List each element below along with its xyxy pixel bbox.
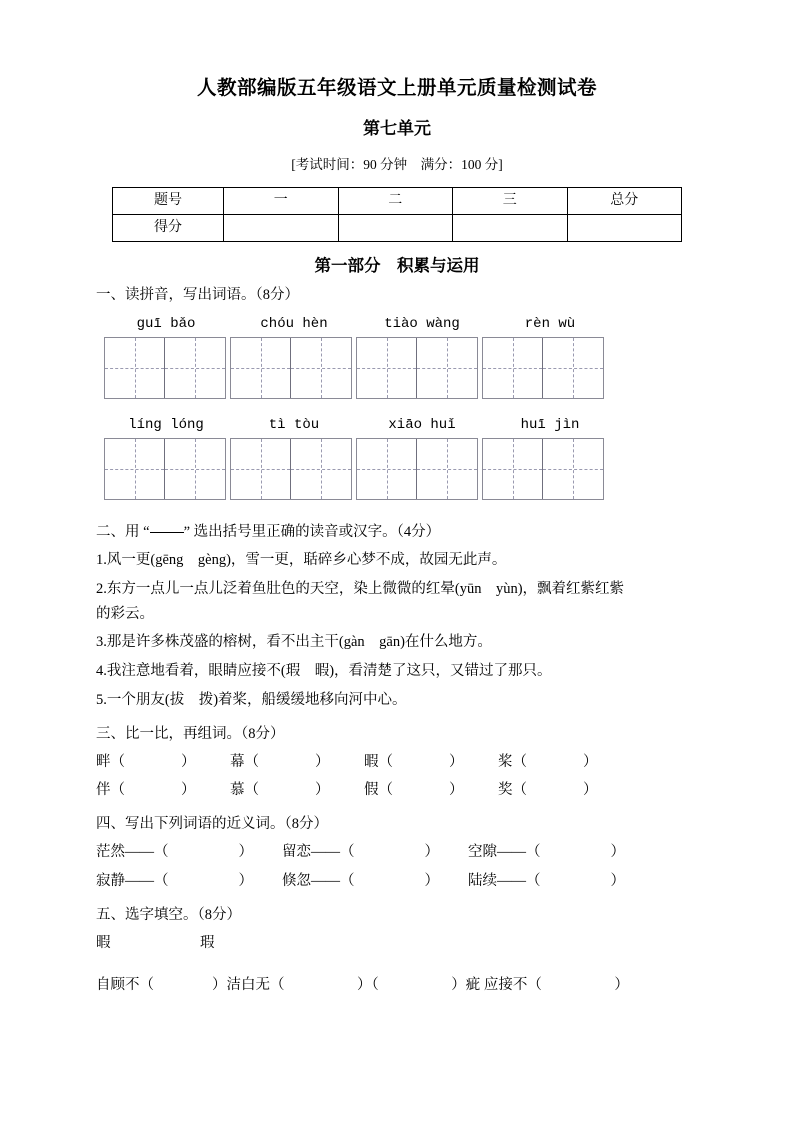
answer-box[interactable] (105, 439, 165, 499)
answer-box[interactable] (417, 439, 477, 499)
answer-box-group[interactable] (104, 337, 226, 399)
page-title: 人教部编版五年级语文上册单元质量检测试卷 (196, 76, 597, 99)
question-3-heading: 三、比一比，再组词。（8分） (96, 725, 285, 742)
answer-box[interactable] (483, 338, 543, 398)
answer-box[interactable] (231, 439, 291, 499)
score-table-col-total: 总分 (567, 187, 682, 214)
answer-box[interactable] (357, 338, 417, 398)
word-pair-label: 桨（ (498, 753, 527, 770)
synonym-item[interactable] (96, 842, 282, 864)
word-pair-item[interactable] (364, 780, 498, 802)
word-pair-label: 伴（ (96, 782, 125, 799)
question-5-heading: 五、选字填空。（8分） (96, 906, 241, 923)
paren-close: ） (238, 844, 253, 861)
word-pair-label: 奖（ (498, 782, 527, 799)
question-2-heading (96, 500, 698, 543)
paren-close: ） (449, 782, 464, 799)
table-row (113, 214, 682, 241)
score-table-row-label: 题号 (113, 187, 224, 214)
question-5-fill-line[interactable]: 自顾不（ ）洁白无（ ）（ ）疵 应接不（ ） (96, 976, 629, 993)
score-table-col-3: 三 (453, 187, 568, 214)
score-cell-2[interactable] (338, 214, 453, 241)
exam-meta: [考试时间：90 分钟 满分：100 分] (291, 156, 503, 172)
answer-box[interactable] (483, 439, 543, 499)
answer-box-group[interactable] (230, 337, 352, 399)
pinyin-row-2 (96, 399, 698, 434)
answer-box[interactable] (165, 439, 225, 499)
word-pair-item[interactable] (96, 780, 230, 802)
question-2-item-5: 5.一个朋友(拔 拨)着桨，船缓缓地移向河中心。 (96, 691, 407, 708)
question-2-item-2-cont: 的彩云。 (96, 605, 154, 622)
word-pair-item[interactable] (230, 752, 364, 774)
paren-close: ） (181, 782, 196, 799)
paren-close: ） (424, 872, 439, 889)
question-1-heading: 一、读拼音，写出词语。（8分） (96, 287, 299, 304)
synonym-item[interactable] (282, 871, 468, 893)
paren-close: ） (315, 782, 330, 799)
question-2-heading-suffix: ” 选出括号里正确的读音或汉字。（4分） (183, 524, 441, 541)
answer-box-group[interactable] (104, 438, 226, 500)
question-2-heading-prefix: 二、用 “ (96, 524, 150, 541)
pinyin-label: chóu hèn (260, 316, 328, 333)
answer-box-group[interactable] (356, 337, 478, 399)
answer-box[interactable] (231, 338, 291, 398)
pinyin-label: xiāo huǐ (388, 417, 456, 434)
synonym-label: 倏忽——（ (282, 872, 355, 889)
answer-box[interactable] (105, 338, 165, 398)
paren-close: ） (610, 872, 625, 889)
answer-box-group[interactable] (482, 337, 604, 399)
word-pair-label: 幕（ (230, 753, 259, 770)
synonym-label: 茫然——（ (96, 844, 169, 861)
paren-close: ） (583, 782, 598, 799)
word-pair-label: 慕（ (230, 782, 259, 799)
pinyin-label: tì tòu (268, 417, 320, 434)
word-pair-item[interactable] (498, 780, 632, 802)
synonym-label: 留恋——（ (282, 844, 355, 861)
synonym-label: 寂静——（ (96, 872, 169, 889)
score-cell-1[interactable] (224, 214, 339, 241)
word-pair-item[interactable] (498, 752, 632, 774)
char-option[interactable]: 暇 (96, 934, 111, 951)
answer-box[interactable] (543, 439, 603, 499)
page-subtitle: 第七单元 (363, 119, 431, 140)
question-3-row-2 (96, 773, 698, 802)
word-pair-item[interactable] (364, 752, 498, 774)
word-pair-item[interactable] (96, 752, 230, 774)
word-pair-label: 暇（ (364, 753, 393, 770)
answer-box-group[interactable] (356, 438, 478, 500)
answer-box[interactable] (291, 439, 351, 499)
question-4-row-1 (96, 835, 698, 864)
word-pair-label: 畔（ (96, 753, 125, 770)
synonym-label: 空隙——（ (468, 844, 541, 861)
answer-box-group[interactable] (230, 438, 352, 500)
score-table-row-label: 得分 (113, 214, 224, 241)
paren-close: ） (610, 844, 625, 861)
question-2-item-4: 4.我注意地看着，眼睛应接不(瑕 暇)，看清楚了这只，又错过了那只。 (96, 663, 552, 680)
score-cell-total[interactable] (567, 214, 682, 241)
paren-close: ） (583, 753, 598, 770)
question-3-row-1 (96, 745, 698, 774)
tianzige-row-2 (96, 434, 698, 500)
table-row (113, 187, 682, 214)
answer-box[interactable] (291, 338, 351, 398)
pinyin-label: rèn wù (524, 316, 576, 333)
paren-close: ） (424, 844, 439, 861)
question-5-char-options (96, 926, 698, 955)
part-one-heading: 第一部分 积累与运用 (314, 255, 480, 275)
score-table (112, 187, 682, 242)
paren-close: ） (449, 753, 464, 770)
tianzige-row-1 (96, 333, 698, 399)
underline-mark-icon (150, 532, 184, 533)
question-2-item-3: 3.那是许多株茂盛的榕树，看不出主干(gàn gān)在什么地方。 (96, 634, 492, 651)
synonym-item[interactable] (468, 871, 654, 893)
question-2-item-1: 1.风一更(gēng gèng)，雪一更，聒碎乡心梦不成，故园无此声。 (96, 552, 507, 569)
synonym-item[interactable] (282, 842, 468, 864)
score-table-col-1: 一 (224, 187, 339, 214)
score-cell-3[interactable] (453, 214, 568, 241)
paren-close: ） (315, 753, 330, 770)
paren-close: ） (181, 753, 196, 770)
pinyin-label: huī jìn (520, 417, 580, 434)
synonym-item[interactable] (468, 842, 654, 864)
synonym-item[interactable] (96, 871, 282, 893)
answer-box[interactable] (543, 338, 603, 398)
word-pair-item[interactable] (230, 780, 364, 802)
question-4-heading: 四、写出下列词语的近义词。（8分） (96, 816, 328, 833)
score-table-col-2: 二 (338, 187, 453, 214)
answer-box-group[interactable] (482, 438, 604, 500)
pinyin-row-1 (96, 306, 698, 333)
pinyin-label: guī bǎo (136, 316, 196, 333)
answer-box[interactable] (165, 338, 225, 398)
pinyin-label: líng lóng (128, 417, 204, 434)
question-4-row-2 (96, 864, 698, 893)
pinyin-label: tiào wàng (384, 316, 460, 333)
char-option[interactable]: 瑕 (200, 934, 215, 951)
paren-close: ） (238, 872, 253, 889)
answer-box[interactable] (357, 439, 417, 499)
answer-box[interactable] (417, 338, 477, 398)
word-pair-label: 假（ (364, 782, 393, 799)
question-2-item-2: 2.东方一点儿一点儿泛着鱼肚色的天空，染上微微的红晕(yūn yùn)，飘着红紫红紫 (96, 580, 625, 597)
synonym-label: 陆续——（ (468, 872, 541, 889)
